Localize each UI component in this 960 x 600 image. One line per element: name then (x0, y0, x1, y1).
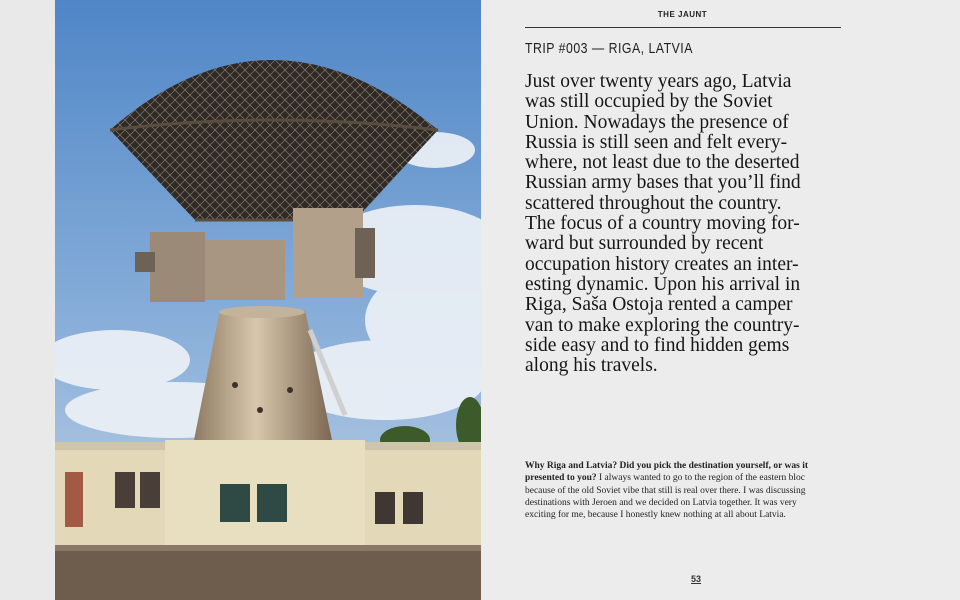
intro-paragraph (525, 72, 845, 376)
intro-line: along his travels. (525, 355, 658, 377)
question-text: presented to you? (525, 473, 597, 484)
masthead: THE JAUNT (657, 10, 708, 19)
intro-line: esting dynamic. Upon his arrival in (525, 273, 801, 295)
intro-line: van to make exploring the country- (525, 314, 800, 336)
intro-line: was still occupied by the Soviet (525, 91, 773, 113)
interview-qa (525, 460, 845, 521)
intro-line: scattered throughout the country. (525, 192, 782, 214)
trip-heading: TRIP #003 — RIGA, LATVIA (525, 40, 693, 57)
text-page (481, 0, 960, 600)
intro-line: side easy and to find hidden gems (525, 334, 790, 356)
intro-line: The focus of a country moving for- (525, 213, 800, 235)
ground (55, 545, 481, 600)
intro-line: Riga, Saša Ostoja rented a camper (525, 294, 793, 316)
page-number: 53 (691, 574, 702, 584)
answer-line: exciting for me, because I honestly knew nothing at all about Latvia. (525, 510, 786, 521)
intro-line: Russian army bases that you’ll find (525, 172, 801, 194)
intro-line: Russia is still seen and felt every- (525, 131, 788, 153)
answer-line: because of the old Soviet vibe that still is real over there. I was discussing (525, 485, 806, 496)
intro-line: Just over twenty years ago, Latvia (525, 71, 792, 92)
intro-line: where, not least due to the deserted (525, 152, 800, 174)
header-rule (525, 27, 841, 28)
building (55, 440, 481, 545)
qa-line (525, 460, 845, 472)
question-text: Why Riga and Latvia? Did you pick the destination yourself, or was it (525, 461, 809, 471)
answer-line: destinations with Jeroen and we decided on Latvia together. It was very (525, 497, 797, 508)
intro-line: ward but surrounded by recent (525, 233, 764, 255)
radio-telescope-illustration (55, 0, 481, 600)
intro-line: occupation history creates an inter- (525, 253, 799, 275)
answer-text: I always wanted to go to the region of the eastern bloc (596, 473, 806, 484)
intro-line: Union. Nowadays the presence of (525, 111, 789, 133)
photo-radio-telescope (55, 0, 481, 600)
qa-line (525, 472, 845, 484)
